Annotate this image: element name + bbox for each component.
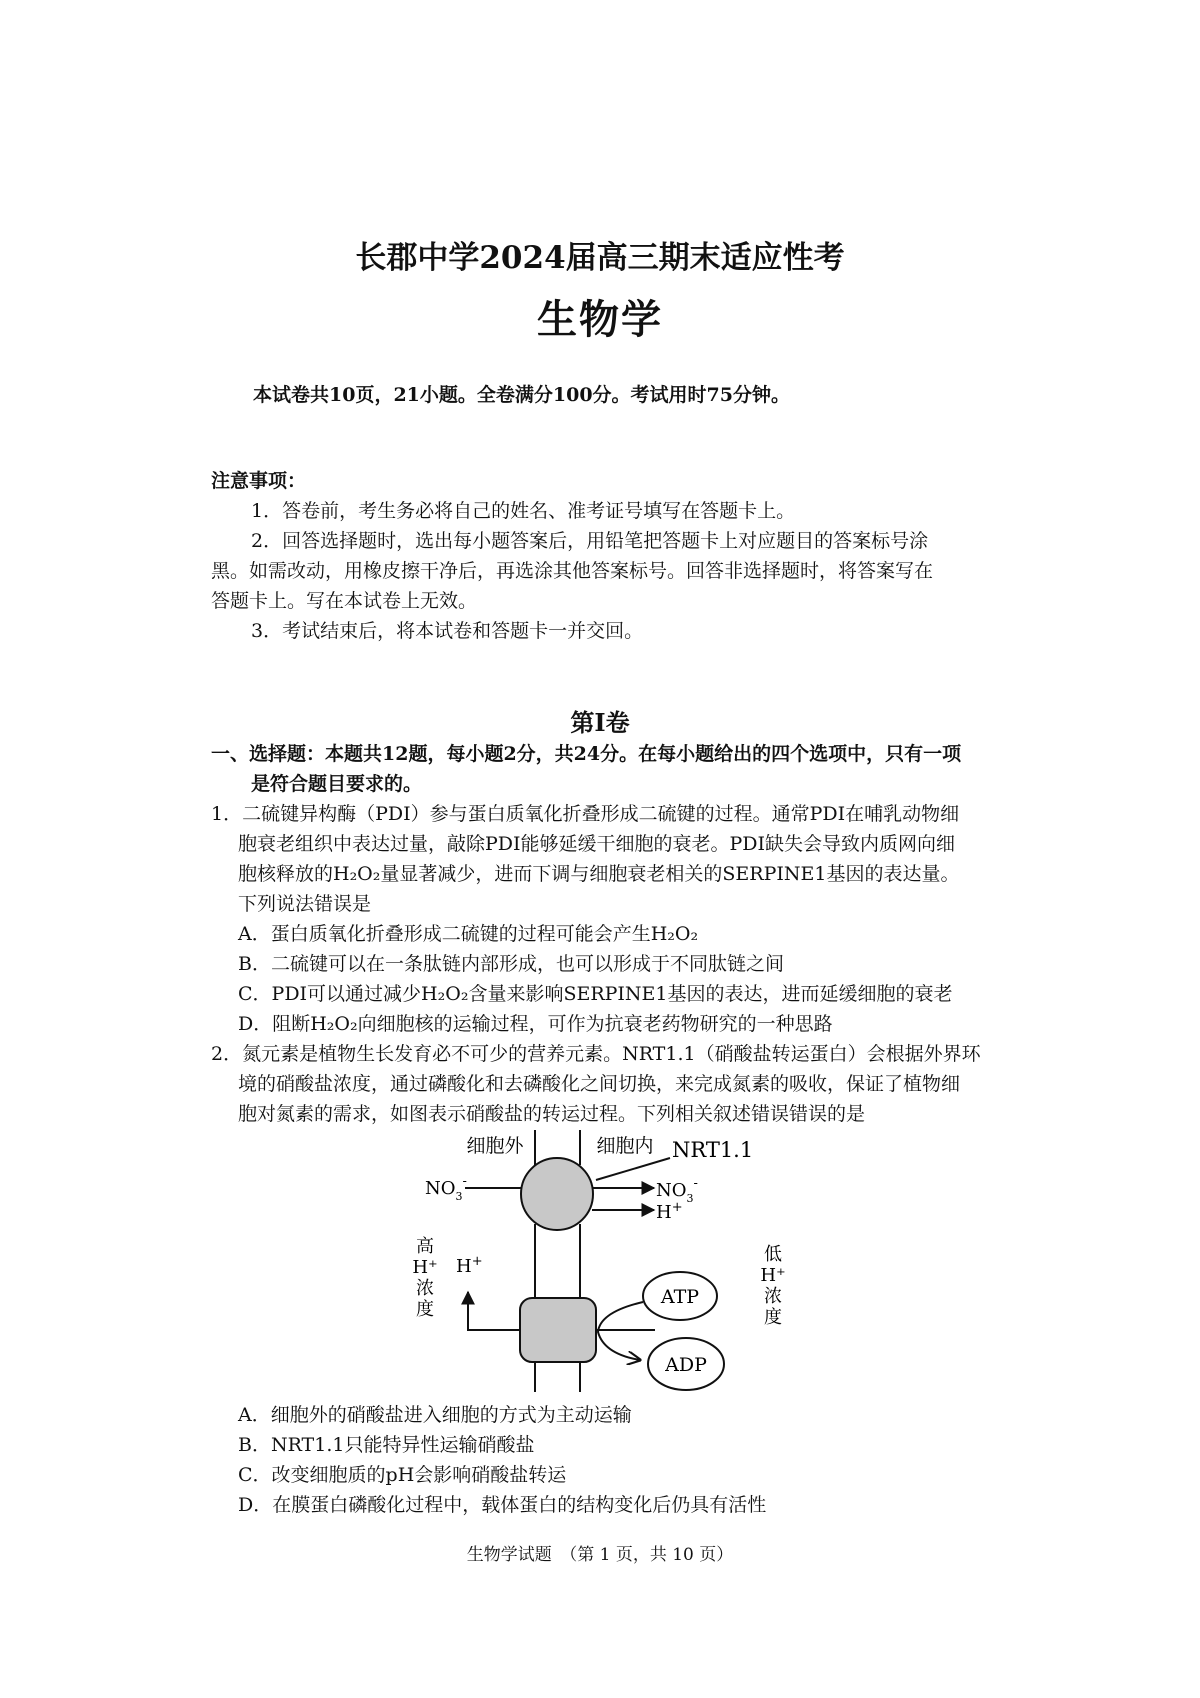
question-1-stem: 1．二硫键异构酶（PDI）参与蛋白质氧化折叠形成二硫键的过程。通常PDI在哺乳动物细 [211,803,960,825]
note-item: 答题卡上。写在本试卷上无效。 [211,590,478,612]
low-conc-label: 低 [764,1244,782,1265]
low-conc-label: H⁺ [760,1265,786,1286]
adp-label: ADP [665,1354,707,1376]
note-item: 1．答卷前，考生务必将自己的姓名、准考证号填写在答题卡上。 [251,500,796,522]
high-conc-label: 浓 [416,1278,434,1299]
proton-out-label: H+ [456,1254,483,1277]
nrt1-1-protein [521,1158,593,1230]
note-item: 3．考试结束后，将本试卷和答题卡一并交回。 [251,620,644,642]
nitrate-transport-diagram [400,1122,820,1402]
exam-info: 本试卷共10页，21小题。全卷满分100分。考试用时75分钟。 [253,384,790,406]
question-2-option-d: D．在膜蛋白磷酸化过程中，载体蛋白的结构变化后仍具有活性 [238,1494,767,1516]
proton-pump-protein [520,1298,596,1362]
question-1-option-d: D．阻断H₂O₂向细胞核的运输过程，可作为抗衰老药物研究的一种思路 [238,1013,833,1035]
high-conc-label: 高 [416,1236,434,1257]
low-conc-label: 浓 [764,1286,782,1307]
page-footer: 生物学试题 （第 1 页，共 10 页） [466,1545,734,1565]
note-item: 2．回答选择题时，选出每小题答案后，用铅笔把答题卡上对应题目的答案标号涂 [251,530,929,552]
notes-heading: 注意事项： [211,470,307,492]
proton-pump-arrow [468,1292,520,1330]
question-2-option-c: C．改变细胞质的pH会影响硝酸盐转运 [238,1464,567,1486]
nitrate-in-label: $NO_3^-$ [656,1176,698,1205]
question-2-stem: 境的硝酸盐浓度，通过磷酸化和去磷酸化之间切换，来完成氮素的吸收，保证了植物细 [238,1073,961,1095]
question-1-stem: 下列说法错误是 [238,893,372,915]
inside-label: 细胞内 [596,1135,654,1157]
question-1-stem: 胞核释放的H₂O₂量显著减少，进而下调与细胞衰老相关的SERPINE1基因的表达量。 [238,863,960,885]
high-conc-label: 度 [416,1299,434,1320]
question-1-stem: 胞衰老组织中表达过量，敲除PDI能够延缓干细胞的衰老。PDI缺失会导致内质网向细 [238,833,956,855]
section-instruction: 是符合题目要求的。 [251,773,423,795]
question-1-option-b: B．二硫键可以在一条肽链内部形成，也可以形成于不同肽链之间 [238,953,784,975]
exam-title: 长郡中学2024届高三期末适应性考 [355,240,845,276]
question-1-option-c: C．PDI可以通过减少H₂O₂含量来影响SERPINE1基因的表达，进而延缓细胞的衰老 [238,983,953,1005]
nrt1-1-label: NRT1.1 [672,1138,754,1162]
nitrate-out-label: $NO_3^-$ [425,1174,467,1203]
outside-label: 细胞外 [466,1135,524,1157]
question-1-option-a: A．蛋白质氧化折叠形成二硫键的过程可能会产生H₂O₂ [238,923,699,945]
low-conc-label: 度 [764,1307,782,1328]
high-conc-label: H⁺ [412,1257,438,1278]
note-item: 黑。如需改动，用橡皮擦干净后，再选涂其他答案标号。回答非选择题时，将答案写在 [211,560,934,582]
question-2-stem: 2．氮元素是植物生长发育必不可少的营养元素。NRT1.1（硝酸盐转运蛋白）会根据外界环 [211,1043,981,1065]
nrt1-1-pointer [596,1158,670,1180]
section-instruction: 一、选择题：本题共12题，每小题2分，共24分。在每小题给出的四个选项中，只有一项 [211,743,962,765]
question-2-option-b: B．NRT1.1只能特异性运输硝酸盐 [238,1434,535,1456]
question-2-stem: 胞对氮素的需求，如图表示硝酸盐的转运过程。下列相关叙述错误错误的是 [238,1103,866,1125]
proton-in-label: H+ [656,1200,683,1223]
subject-title: 生物学 [537,296,663,343]
atp-label: ATP [660,1286,700,1308]
section-title: 第Ⅰ卷 [570,708,630,737]
question-2-option-a: A．细胞外的硝酸盐进入细胞的方式为主动运输 [238,1404,632,1426]
